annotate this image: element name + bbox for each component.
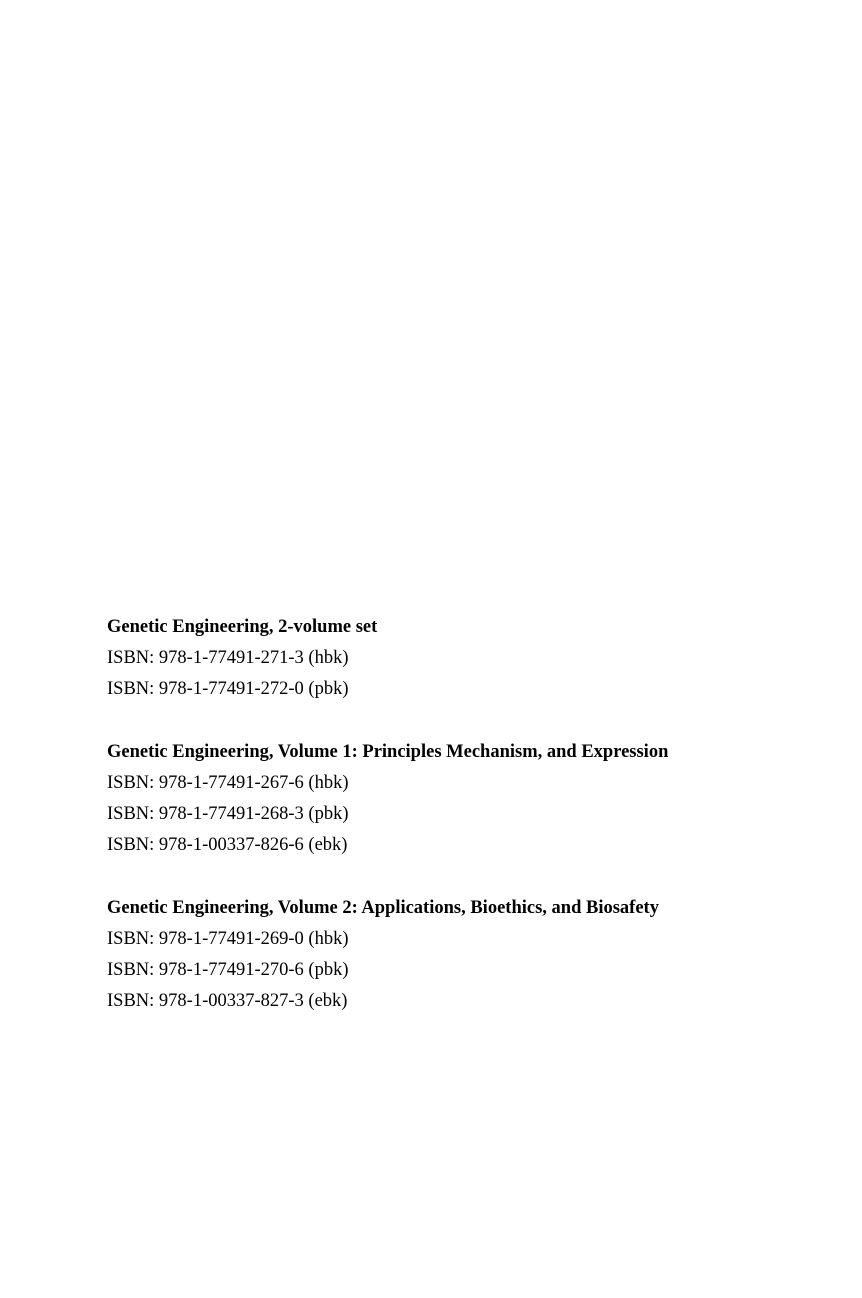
isbn-line: ISBN: 978-1-77491-272-0 (pbk) bbox=[107, 679, 349, 699]
set-title: Genetic Engineering, Volume 1: Principles Mechanism, and Expression bbox=[107, 742, 669, 762]
isbn-set-volume-2 bbox=[107, 893, 807, 1017]
isbn-line: ISBN: 978-1-77491-267-6 (hbk) bbox=[107, 773, 349, 793]
isbn-line: ISBN: 978-1-77491-269-0 (hbk) bbox=[107, 929, 349, 949]
isbn-line: ISBN: 978-1-77491-270-6 (pbk) bbox=[107, 960, 349, 980]
isbn-line: ISBN: 978-1-00337-826-6 (ebk) bbox=[107, 835, 348, 855]
set-title: Genetic Engineering, Volume 2: Applications, Bioethics, and Biosafety bbox=[107, 898, 659, 918]
isbn-set-volume-1 bbox=[107, 737, 807, 861]
isbn-line: ISBN: 978-1-00337-827-3 (ebk) bbox=[107, 991, 348, 1011]
set-title: Genetic Engineering, 2-volume set bbox=[107, 617, 378, 637]
isbn-set-2-volume bbox=[107, 612, 807, 705]
isbn-line: ISBN: 978-1-77491-271-3 (hbk) bbox=[107, 648, 349, 668]
isbn-listing bbox=[107, 612, 807, 1017]
isbn-line: ISBN: 978-1-77491-268-3 (pbk) bbox=[107, 804, 349, 824]
